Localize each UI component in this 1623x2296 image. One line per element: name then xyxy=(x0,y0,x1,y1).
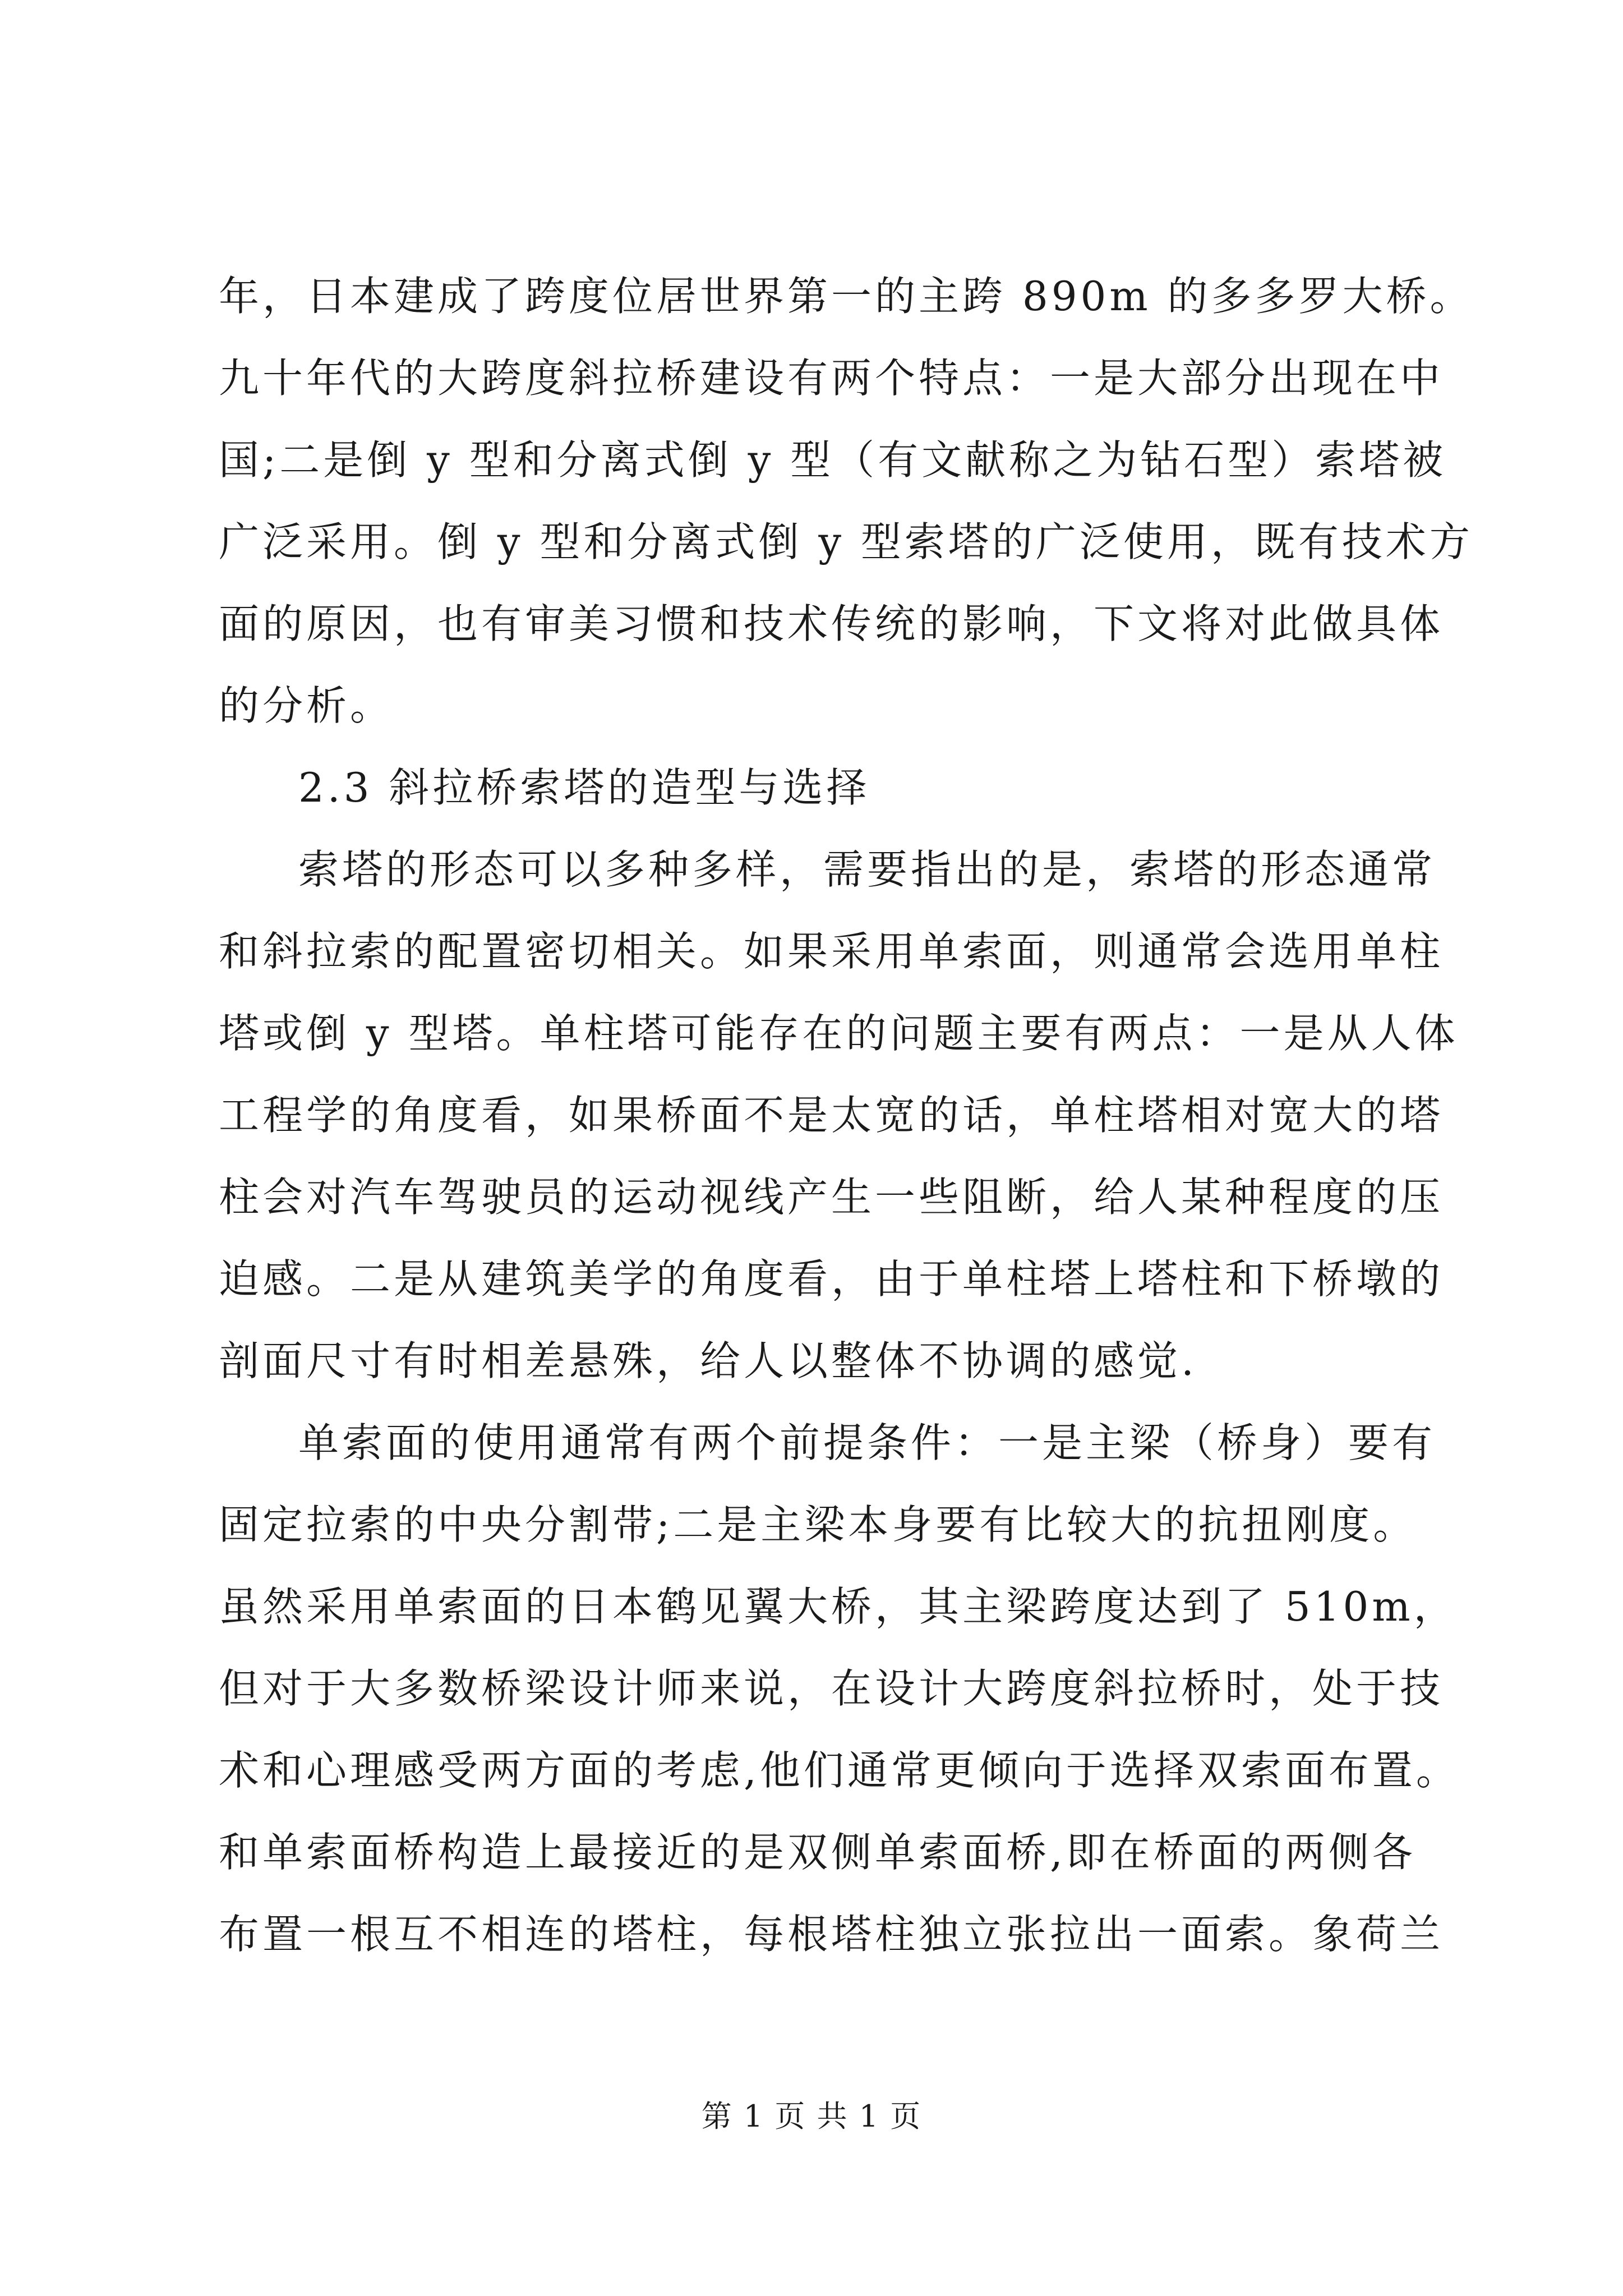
text-line: 工程学的角度看，如果桥面不是太宽的话，单柱塔相对宽大的塔 xyxy=(219,1092,1444,1139)
page-number-label: 第 1 页 共 1 页 xyxy=(701,2099,922,2134)
text-line: 索塔的形态可以多种多样，需要指出的是，索塔的形态通常 xyxy=(298,846,1436,893)
text-line: 单索面的使用通常有两个前提条件：一是主梁（桥身）要有 xyxy=(298,1419,1436,1466)
text-line: 迫感。二是从建筑美学的角度看，由于单柱塔上塔柱和下桥墩的 xyxy=(219,1255,1444,1303)
text-line: 和单索面桥构造上最接近的是双侧单索面桥,即在桥面的两侧各 xyxy=(219,1829,1416,1876)
text-line: 虽然采用单索面的日本鹤见翼大桥，其主梁跨度达到了 510m， xyxy=(219,1583,1458,1630)
text-line: 布置一根互不相连的塔柱，每根塔柱独立张拉出一面索。象荷兰 xyxy=(219,1911,1444,1958)
text-line: 术和心理感受两方面的考虑,他们通常更倾向于选择双索面布置。 xyxy=(219,1747,1460,1794)
text-line: 广泛采用。倒 y 型和分离式倒 y 型索塔的广泛使用，既有技术方 xyxy=(219,518,1473,565)
text-line: 剖面尺寸有时相差悬殊，给人以整体不协调的感觉. xyxy=(219,1337,1197,1384)
text-line: 固定拉索的中央分割带;二是主梁本身要有比较大的抗扭刚度。 xyxy=(219,1501,1417,1548)
text-line: 柱会对汽车驾驶员的运动视线产生一些阻断，给人某种程度的压 xyxy=(219,1174,1444,1221)
section-heading: 2.3 斜拉桥索塔的造型与选择 xyxy=(298,764,870,811)
text-line: 的分析。 xyxy=(219,682,394,729)
text-line: 年，日本建成了跨度位居世界第一的主跨 890m 的多多罗大桥。 xyxy=(219,273,1474,320)
text-line: 但对于大多数桥梁设计师来说，在设计大跨度斜拉桥时，处于技 xyxy=(219,1665,1444,1712)
text-line: 国;二是倒 y 型和分离式倒 y 型（有文献称之为钻石型）索塔被 xyxy=(219,436,1447,484)
text-line: 面的原因，也有审美习惯和技术传统的影响，下文将对此做具体 xyxy=(219,600,1444,647)
page-footer xyxy=(0,2097,1623,2136)
text-line: 九十年代的大跨度斜拉桥建设有两个特点：一是大部分出现在中 xyxy=(219,355,1444,402)
text-line: 和斜拉索的配置密切相关。如果采用单索面，则通常会选用单柱 xyxy=(219,928,1444,975)
text-line: 塔或倒 y 型塔。单柱塔可能存在的问题主要有两点：一是从人体 xyxy=(219,1010,1459,1057)
